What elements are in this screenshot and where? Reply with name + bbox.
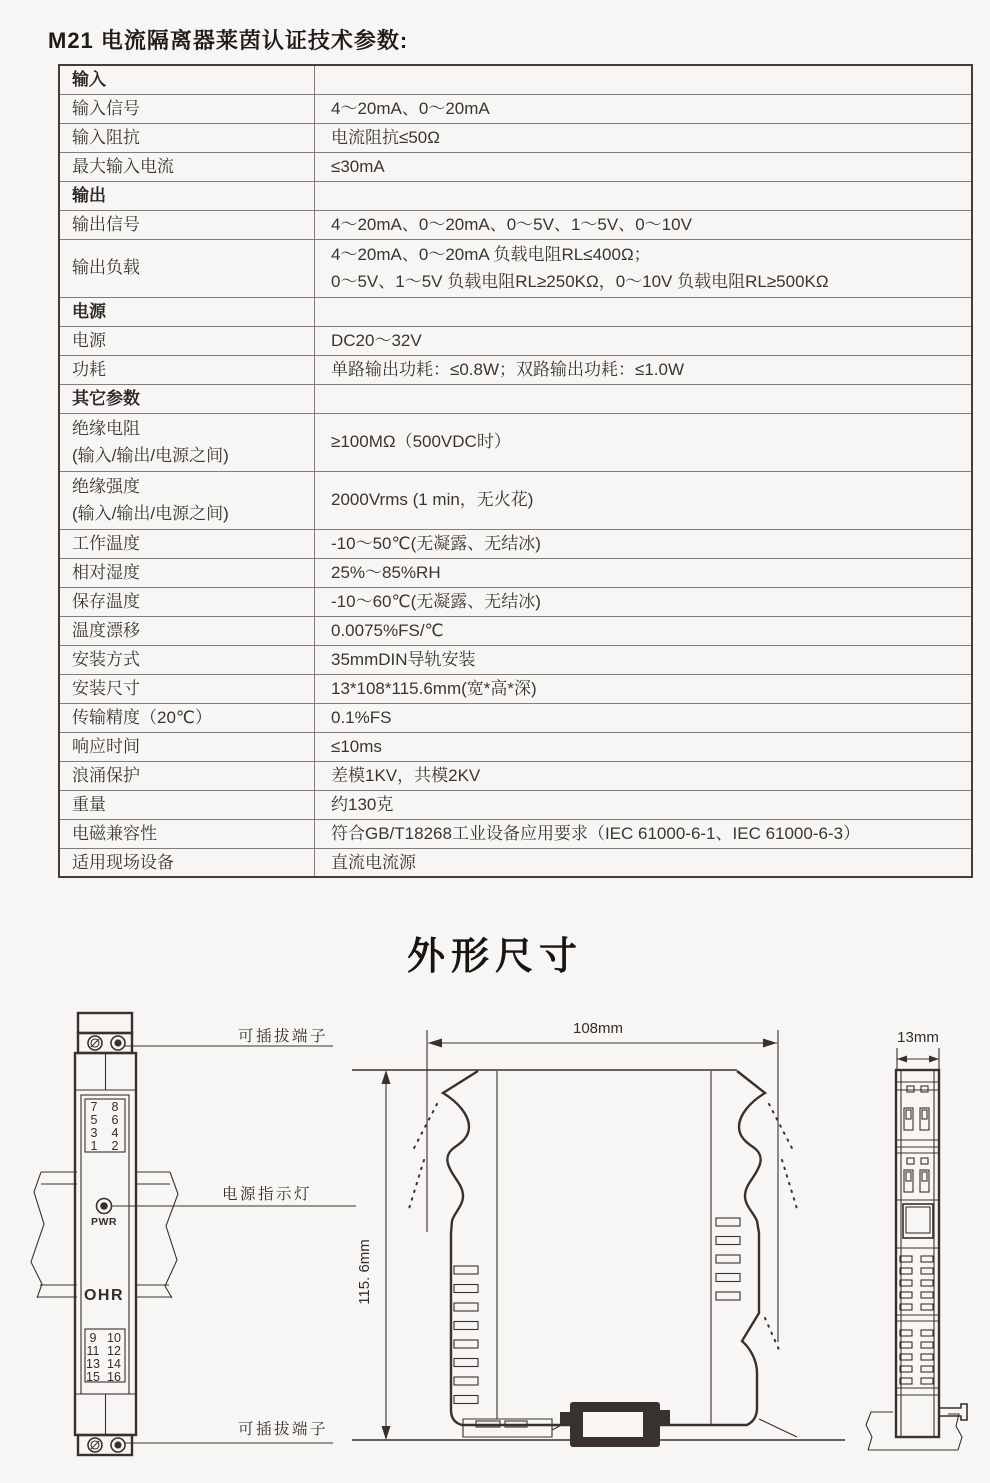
spec-value: ≤10ms (315, 732, 973, 761)
spec-row (59, 674, 972, 703)
svg-text:15: 15 (86, 1370, 100, 1384)
svg-text:13: 13 (86, 1357, 100, 1371)
spec-label: 输入 (59, 65, 315, 94)
spec-label: 输入阻抗 (59, 123, 315, 152)
spec-row (59, 210, 972, 239)
spec-value: 4～20mA、0～20mA、0～5V、1～5V、0～10V (315, 210, 973, 239)
spec-label: 保存温度 (59, 587, 315, 616)
profile-left-edge (443, 1071, 573, 1425)
spec-value: 4～20mA、0～20mA 负载电阻RL≤400Ω； 0～5V、1～5V 负载电阻RL≥250KΩ，0～10V 负载电阻RL≥500KΩ (315, 239, 973, 297)
spec-value: 差模1KV，共模2KV (315, 761, 973, 790)
spec-value: 13*108*115.6mm(宽*高*深) (315, 674, 973, 703)
spec-section-row (59, 297, 972, 326)
spec-label: 适用现场设备 (59, 848, 315, 877)
spec-section-row (59, 65, 972, 94)
spec-row (59, 819, 972, 848)
spec-label: 相对湿度 (59, 558, 315, 587)
svg-text:16: 16 (107, 1370, 121, 1384)
callout-power-indicator (112, 1185, 356, 1206)
dimension-depth (897, 1029, 939, 1070)
dimension-width (427, 1020, 778, 1342)
spec-value: 符合GB/T18268工业设备应用要求（IEC 61000-6-1、IEC 61000-6-3） (315, 819, 973, 848)
svg-text:108mm: 108mm (572, 1020, 624, 1037)
spec-label: 温度漂移 (59, 616, 315, 645)
callout-pluggable-terminal-bottom (124, 1419, 333, 1443)
spec-value (315, 65, 973, 94)
svg-text:电源指示灯: 电源指示灯 (221, 1186, 313, 1203)
spec-label: 其它参数 (59, 384, 315, 413)
vent-slots-right (716, 1218, 740, 1300)
spec-row (59, 616, 972, 645)
spec-row (59, 471, 972, 529)
spec-value: DC20～32V (315, 326, 973, 355)
outline-diagram (0, 1000, 990, 1483)
module-body (75, 1053, 136, 1435)
top-terminal-screws (88, 1036, 125, 1050)
svg-text:2: 2 (111, 1139, 119, 1153)
spec-value: 0.1%FS (315, 703, 973, 732)
svg-text:可插拔端子: 可插拔端子 (237, 1421, 329, 1438)
spec-label: 传输精度（20℃） (59, 703, 315, 732)
spec-value: ≤30mA (315, 152, 973, 181)
svg-text:7: 7 (90, 1100, 98, 1114)
svg-text:12: 12 (107, 1344, 121, 1358)
spec-label: 绝缘强度 (输入/输出/电源之间) (59, 471, 315, 529)
spec-row (59, 848, 972, 877)
spec-label: 电源 (59, 326, 315, 355)
narrow-terminals-mid (904, 1170, 929, 1192)
spec-value: 0.0075%FS/℃ (315, 616, 973, 645)
svg-text:14: 14 (107, 1357, 121, 1371)
narrow-vents-2 (900, 1330, 933, 1384)
module-top-cap (78, 1013, 132, 1033)
spec-value: 约130克 (315, 790, 973, 819)
narrow-clip-window (903, 1204, 933, 1238)
narrow-terminals-top (904, 1108, 929, 1130)
svg-text:1: 1 (90, 1139, 98, 1153)
spec-row (59, 790, 972, 819)
spec-value (315, 384, 973, 413)
spec-row (59, 326, 972, 355)
spec-section-row (59, 181, 972, 210)
svg-text:8: 8 (111, 1100, 119, 1114)
spec-value: 直流电流源 (315, 848, 973, 877)
spec-label: 响应时间 (59, 732, 315, 761)
spec-row (59, 413, 972, 471)
mounting-foot (463, 1419, 571, 1437)
spec-row (59, 703, 972, 732)
svg-text:可插拔端子: 可插拔端子 (237, 1028, 329, 1045)
spec-table (58, 64, 973, 878)
spec-value: ≥100MΩ（500VDC时） (315, 413, 973, 471)
spec-label: 最大输入电流 (59, 152, 315, 181)
page-title: M21 电流隔离器莱茵认证技术参数: (48, 28, 409, 53)
din-rail-right (135, 1172, 178, 1298)
outline-dimensions-title: 外形尺寸 (406, 936, 583, 978)
bottom-terminal-screws (88, 1438, 125, 1452)
spec-label: 输入信号 (59, 94, 315, 123)
narrow-latch (939, 1404, 967, 1420)
spec-row (59, 761, 972, 790)
spec-row (59, 123, 972, 152)
narrow-view-drawing (866, 1029, 967, 1450)
svg-text:9: 9 (89, 1331, 97, 1345)
spec-value: -10～50℃(无凝露、无结冰) (315, 529, 973, 558)
spec-value: 电流阻抗≤50Ω (315, 123, 973, 152)
spec-label: 输出 (59, 181, 315, 210)
brand-logo: OHR (83, 1287, 125, 1304)
svg-text:115. 6mm: 115. 6mm (356, 1239, 373, 1305)
dimension-height (356, 1070, 391, 1440)
spec-label: 电磁兼容性 (59, 819, 315, 848)
narrow-rail-section (866, 1412, 962, 1450)
spec-row (59, 94, 972, 123)
spec-value: 25%～85%RH (315, 558, 973, 587)
din-rail-clip (560, 1402, 670, 1447)
spec-value: 单路输出功耗：≤0.8W；双路输出功耗：≤1.0W (315, 355, 973, 384)
spec-row (59, 645, 972, 674)
spec-value (315, 181, 973, 210)
spec-value: 2000Vrms (1 min，无火花) (315, 471, 973, 529)
spec-label: 绝缘电阻 (输入/输出/电源之间) (59, 413, 315, 471)
spec-row (59, 558, 972, 587)
svg-text:3: 3 (90, 1126, 98, 1140)
spec-row (59, 152, 972, 181)
profile-right-edge (660, 1071, 765, 1425)
spec-value: 35mmDIN导轨安装 (315, 645, 973, 674)
spec-value: 4～20mA、0～20mA (315, 94, 973, 123)
din-rail-left (31, 1172, 77, 1298)
svg-text:11: 11 (86, 1344, 100, 1358)
terminal-numbers-bottom (86, 1331, 121, 1384)
svg-text:6: 6 (111, 1113, 119, 1127)
power-led (91, 1199, 117, 1229)
spec-row (59, 239, 972, 297)
vent-slots-left (454, 1266, 478, 1404)
front-view-drawing (31, 1013, 356, 1455)
spec-row (59, 355, 972, 384)
module-top-terminal-block (78, 1033, 132, 1053)
spec-label: 安装方式 (59, 645, 315, 674)
spec-label: 电源 (59, 297, 315, 326)
spec-section-row (59, 384, 972, 413)
spec-row (59, 732, 972, 761)
module-bottom-terminal-block (78, 1435, 132, 1455)
spec-row (59, 529, 972, 558)
spec-row (59, 587, 972, 616)
spec-label: 重量 (59, 790, 315, 819)
spec-value (315, 297, 973, 326)
terminal-numbers-top (91, 1100, 119, 1153)
spec-label: 安装尺寸 (59, 674, 315, 703)
svg-text:10: 10 (107, 1331, 121, 1345)
callout-pluggable-terminal-top (124, 1026, 333, 1046)
power-led-label: PWR (91, 1216, 117, 1228)
spec-label: 功耗 (59, 355, 315, 384)
svg-text:13mm: 13mm (897, 1029, 939, 1046)
spec-value: -10～60℃(无凝露、无结冰) (315, 587, 973, 616)
spec-label: 浪涌保护 (59, 761, 315, 790)
side-view-drawing (352, 1020, 845, 1447)
spec-label: 输出负载 (59, 239, 315, 297)
narrow-vents-1 (900, 1256, 933, 1310)
spec-label: 工作温度 (59, 529, 315, 558)
svg-text:4: 4 (111, 1126, 119, 1140)
spec-label: 输出信号 (59, 210, 315, 239)
svg-text:5: 5 (90, 1113, 98, 1127)
spec-table-body (59, 65, 972, 877)
